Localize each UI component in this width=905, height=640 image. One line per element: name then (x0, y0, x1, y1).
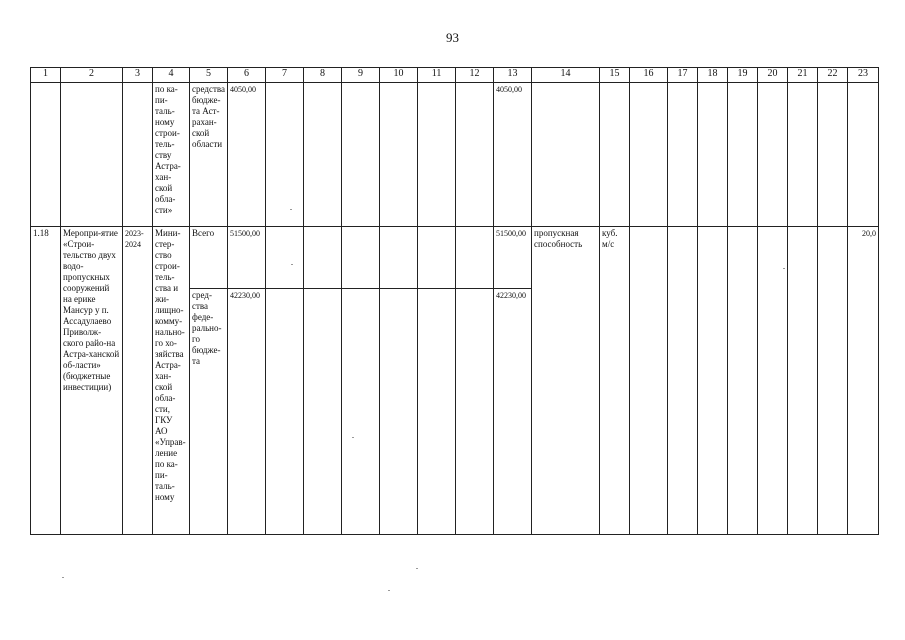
cell-empty (418, 83, 456, 227)
column-number: 3 (123, 68, 153, 83)
cell-empty (456, 83, 494, 227)
column-number: 10 (380, 68, 418, 83)
cell-empty (304, 289, 342, 535)
cell-empty (532, 83, 600, 227)
cell-empty (788, 227, 818, 535)
cell-empty (848, 83, 879, 227)
column-number-row (31, 68, 879, 83)
cell-empty (698, 83, 728, 227)
cell-empty (818, 83, 848, 227)
column-number: 15 (600, 68, 630, 83)
table-row-continuation (31, 83, 879, 227)
cell-empty (380, 227, 418, 289)
cell-empty (758, 227, 788, 535)
column-number: 21 (788, 68, 818, 83)
scan-speck (783, 268, 785, 269)
cell-empty (668, 83, 698, 227)
cell-empty (61, 83, 123, 227)
cell-value-col23: 20,0 (848, 227, 879, 535)
cell-empty (600, 83, 630, 227)
cell-empty (304, 83, 342, 227)
budget-table (30, 67, 879, 535)
cell-empty (728, 83, 758, 227)
column-number: 11 (418, 68, 456, 83)
column-number: 12 (456, 68, 494, 83)
cell-empty (456, 289, 494, 535)
cell-empty (630, 227, 668, 535)
scan-speck (291, 264, 293, 265)
cell-empty (380, 289, 418, 535)
cell-amount-col6: 51500,00 (228, 227, 266, 289)
column-number: 19 (728, 68, 758, 83)
scan-speck (290, 209, 292, 210)
column-number: 23 (848, 68, 879, 83)
column-number: 8 (304, 68, 342, 83)
scan-speck (62, 577, 64, 578)
cell-empty (380, 83, 418, 227)
cell-empty (788, 83, 818, 227)
cell-empty (123, 83, 153, 227)
scan-speck (352, 437, 354, 438)
cell-empty (266, 227, 304, 289)
cell-empty (418, 289, 456, 535)
column-number: 7 (266, 68, 304, 83)
column-number: 9 (342, 68, 380, 83)
scan-speck (416, 568, 418, 569)
cell-funding-source: средства бюдже-та Аст-рахан-ской области (190, 83, 228, 227)
column-number: 22 (818, 68, 848, 83)
page-number: 93 (446, 30, 459, 45)
cell-empty (630, 83, 668, 227)
column-number: 4 (153, 68, 190, 83)
cell-years: 2023-2024 (123, 227, 153, 535)
cell-amount-col13: 51500,00 (494, 227, 532, 289)
cell-empty (266, 83, 304, 227)
cell-empty (728, 227, 758, 535)
cell-unit: куб. м/с (600, 227, 630, 535)
cell-indicator: пропускная способность (532, 227, 600, 535)
column-number: 17 (668, 68, 698, 83)
cell-empty (456, 227, 494, 289)
cell-empty (342, 83, 380, 227)
cell-empty (266, 289, 304, 535)
cell-empty (342, 289, 380, 535)
column-number: 18 (698, 68, 728, 83)
cell-empty (818, 227, 848, 535)
cell-executor: по ка-пи-таль-ному строи-тель-ству Астра-хан-ской обла-сти» (153, 83, 190, 227)
cell-amount-col13: 42230,00 (494, 289, 532, 535)
cell-measure-name: Меропри-ятие «Строи-тельство двух водо-пропускных сооружений на ерике Мансур у п. Ассадулаево Приволж-ского райо-на Астра-ханской об-ласти» (бюджетные инвестиции) (61, 227, 123, 535)
cell-empty (342, 227, 380, 289)
column-number: 1 (31, 68, 61, 83)
cell-empty (668, 227, 698, 535)
cell-empty (418, 227, 456, 289)
table-row-1-18-total (31, 227, 879, 289)
cell-empty (31, 83, 61, 227)
scan-speck (388, 590, 390, 591)
cell-amount-col6: 4050,00 (228, 83, 266, 227)
cell-amount-col13: 4050,00 (494, 83, 532, 227)
column-number: 5 (190, 68, 228, 83)
cell-empty (698, 227, 728, 535)
column-number: 13 (494, 68, 532, 83)
cell-empty (304, 227, 342, 289)
column-number: 14 (532, 68, 600, 83)
column-number: 20 (758, 68, 788, 83)
cell-executor: Мини-стер-ство строи-тель-ства и жи-лищно-комму-нально-го хо-зяйства Астра-хан-ской обла-сти, ГКУ АО «Управ-ление по ка-пи-таль-ному (153, 227, 190, 535)
column-number: 2 (61, 68, 123, 83)
cell-funding-source: сред-ства феде-рально-го бюдже-та (190, 289, 228, 535)
cell-empty (758, 83, 788, 227)
column-number: 6 (228, 68, 266, 83)
cell-amount-col6: 42230,00 (228, 289, 266, 535)
cell-row-index: 1.18 (31, 227, 61, 535)
cell-funding-source: Всего (190, 227, 228, 289)
column-number: 16 (630, 68, 668, 83)
